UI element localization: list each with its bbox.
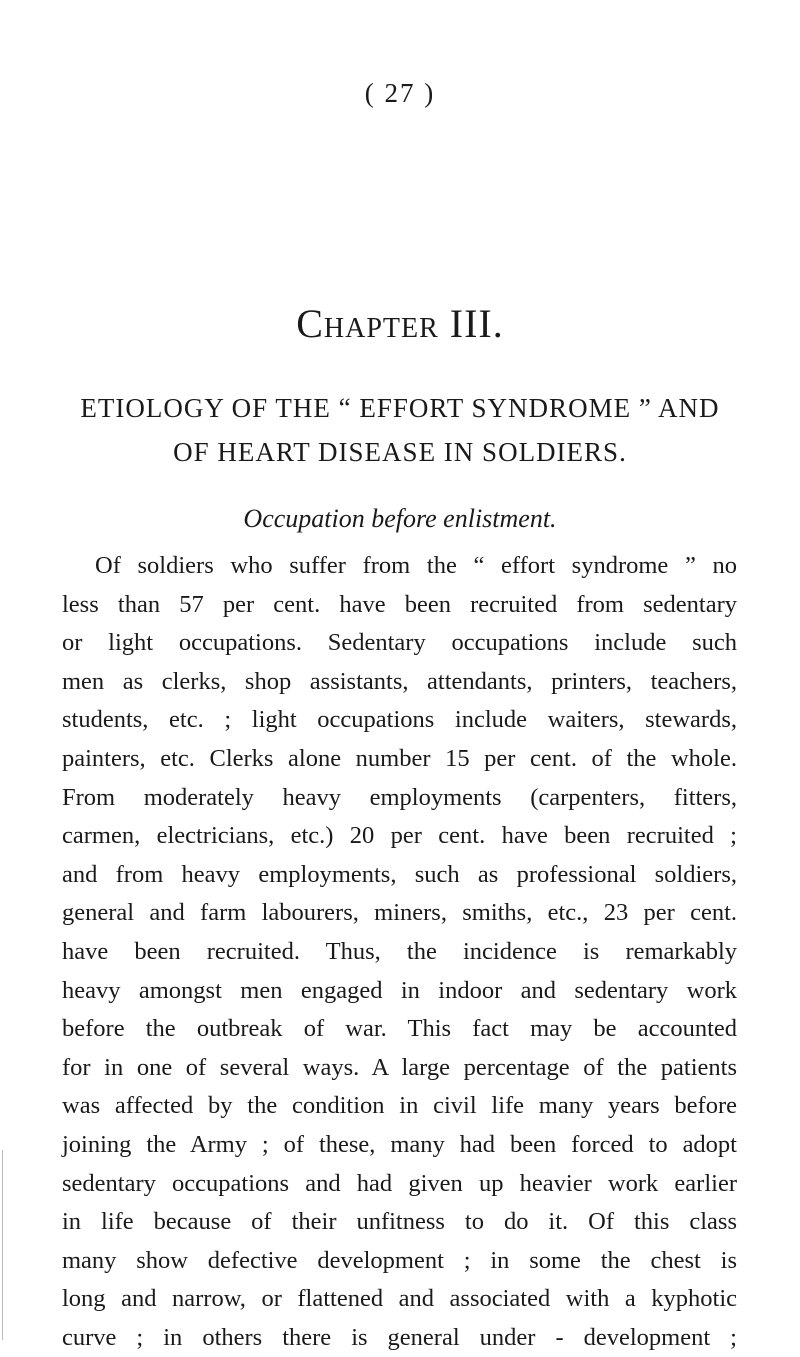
paragraph-line: and from heavy employments, such as professional soldiers,: [62, 860, 737, 888]
page-edge-line: [2, 1150, 3, 1340]
paragraph-line: long and narrow, or flattened and associated with a kyphotic: [62, 1285, 737, 1313]
page-number: ( 27 ): [364, 78, 436, 108]
paragraph-line: curve ; in others there is general under - development ;: [62, 1323, 737, 1351]
paragraph-line: sedentary occupations and had given up heavier work earlier: [62, 1169, 737, 1197]
paragraph-line: many show defective development ; in some the chest is: [62, 1246, 737, 1274]
paragraph-line: less than 57 per cent. have been recruited from sedentary: [62, 590, 737, 618]
paragraph-line: Of soldiers who suffer from the “ effort syndrome ” no: [95, 552, 737, 579]
chapter-title: Chapter III.: [296, 301, 504, 346]
paragraph-line: or light occupations. Sedentary occupations include such: [62, 629, 737, 657]
paragraph-line: for in one of several ways. A large percentage of the patients: [62, 1053, 737, 1081]
paragraph-line: have been recruited. Thus, the incidence is remarkably: [62, 937, 737, 965]
paragraph-line: carmen, electricians, etc.) 20 per cent. have been recruited ;: [62, 822, 737, 850]
subheading: Occupation before enlistment.: [243, 504, 557, 533]
section-heading-line-2: OF HEART DISEASE IN SOLDIERS.: [173, 437, 627, 467]
paragraph-line: students, etc. ; light occupations include waiters, stewards,: [62, 706, 737, 734]
paragraph-line: was affected by the condition in civil life many years before: [62, 1092, 737, 1120]
paragraph-line: heavy amongst men engaged in indoor and sedentary work: [62, 976, 737, 1004]
paragraph-line: general and farm labourers, miners, smiths, etc., 23 per cent.: [62, 899, 737, 927]
body-paragraph: [62, 547, 737, 1357]
paragraph-line: before the outbreak of war. This fact may be accounted: [62, 1015, 737, 1043]
paragraph-line: men as clerks, shop assistants, attendants, printers, teachers,: [62, 667, 737, 695]
paragraph-line: joining the Army ; of these, many had been forced to adopt: [62, 1130, 737, 1158]
paragraph-line: in life because of their unfitness to do it. Of this class: [62, 1208, 737, 1236]
section-heading-line-1: ETIOLOGY OF THE “ EFFORT SYNDROME ” AND: [80, 393, 720, 423]
paragraph-line: painters, etc. Clerks alone number 15 per cent. of the whole.: [62, 744, 737, 772]
paragraph-line: From moderately heavy employments (carpenters, fitters,: [62, 783, 737, 811]
section-heading: [60, 386, 740, 474]
